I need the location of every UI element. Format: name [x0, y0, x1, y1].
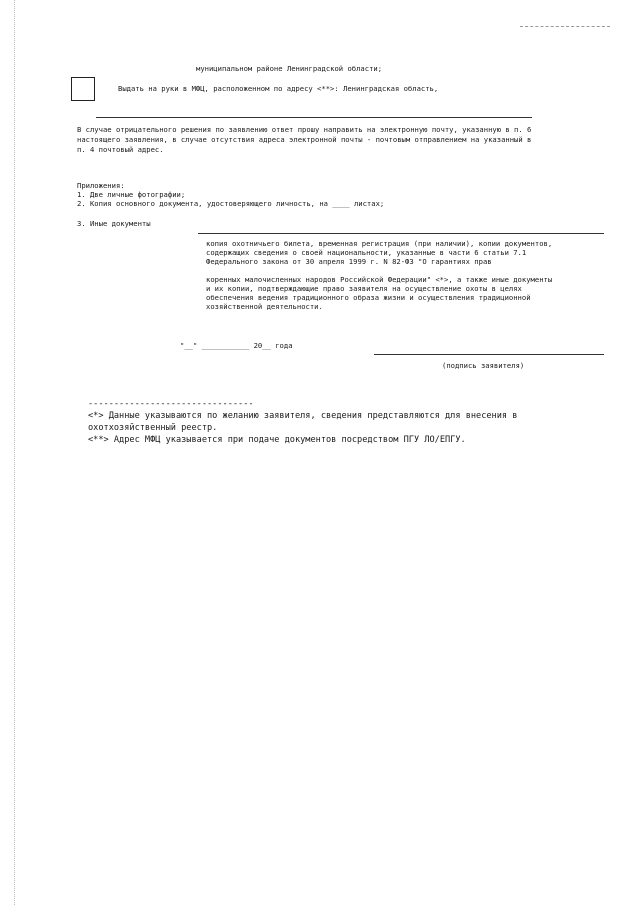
attachment-item-2 [77, 199, 384, 209]
other-docs-note-line-2: содержащих сведения о своей национальности, указанные в части 6 статьи 7.1 [206, 248, 527, 257]
other-docs-note-line-5: и их копии, подтверждающие право заявителя на осуществление охоты в целях [206, 284, 522, 293]
refusal-line-1: В случае отрицательного решения по заявлению ответ прошу направить на электронную почту, указанную в п. 6 [77, 125, 532, 134]
signature-date [180, 341, 293, 351]
refusal-line-3: п. 4 почтовый адрес. [77, 145, 164, 154]
address-line [96, 117, 532, 118]
refusal-line-2: настоящего заявления, в случае отсутствия адреса электронной почты - почтовым отправлением на указанный в [77, 135, 532, 144]
attachment-item-2-suffix: листах; [353, 199, 385, 208]
issue-in-person-checkbox[interactable] [71, 77, 95, 101]
date-month[interactable]: ___________ [201, 341, 250, 350]
attachments-title: Приложения: [77, 181, 125, 190]
scan-edge [14, 0, 15, 905]
footnote-1-line-2: охотхозяйственный реестр. [88, 423, 218, 433]
footnote-2: <**> Адрес МФЦ указывается при подаче документов посредством ПГУ ЛО/ЕПГУ. [88, 435, 466, 445]
signature-caption: (подпись заявителя) [442, 361, 525, 370]
date-year-prefix: 20 [253, 341, 263, 350]
attachment-item-2-prefix: 2. Копия основного документа, удостоверяющего личность, на [77, 199, 328, 208]
other-docs-note-line-1: копия охотничьего билета, временная регистрация (при наличии), копии документов, [206, 239, 553, 248]
attachment-item-3: 3. Иные документы [77, 219, 151, 228]
date-year-suffix: года [275, 341, 293, 350]
other-docs-note-line-4: коренных малочисленных народов Российской Федерации" <*>, а также иные документы [206, 275, 553, 284]
other-docs-line [198, 233, 604, 234]
municipality-line: муниципальном районе Ленинградской области; [196, 64, 383, 73]
issue-in-person-text: Выдать на руки в МФЦ, расположенном по адресу <**>: Ленинградская область, [118, 84, 439, 93]
date-year[interactable]: __ [262, 341, 271, 350]
attachment-item-1: 1. Две личные фотографии; [77, 190, 186, 199]
other-docs-note-line-6: обеспечения ведения традиционного образа жизни и осуществления традиционной [206, 293, 531, 302]
footnote-separator: -------------------------------- [88, 399, 254, 409]
attachment-item-2-blank[interactable]: ____ [332, 199, 350, 208]
other-docs-note-line-3: Федерального закона от 30 апреля 1999 г. N 82-ФЗ "О гарантиях прав [206, 257, 492, 266]
other-docs-note-line-7: хозяйственной деятельности. [206, 302, 323, 311]
signature-line [374, 354, 604, 355]
date-day[interactable]: "__" [180, 341, 198, 350]
footnote-1-line-1: <*> Данные указываются по желанию заявителя, сведения представляются для внесения в [88, 411, 518, 421]
scan-artifact-line [520, 26, 610, 27]
